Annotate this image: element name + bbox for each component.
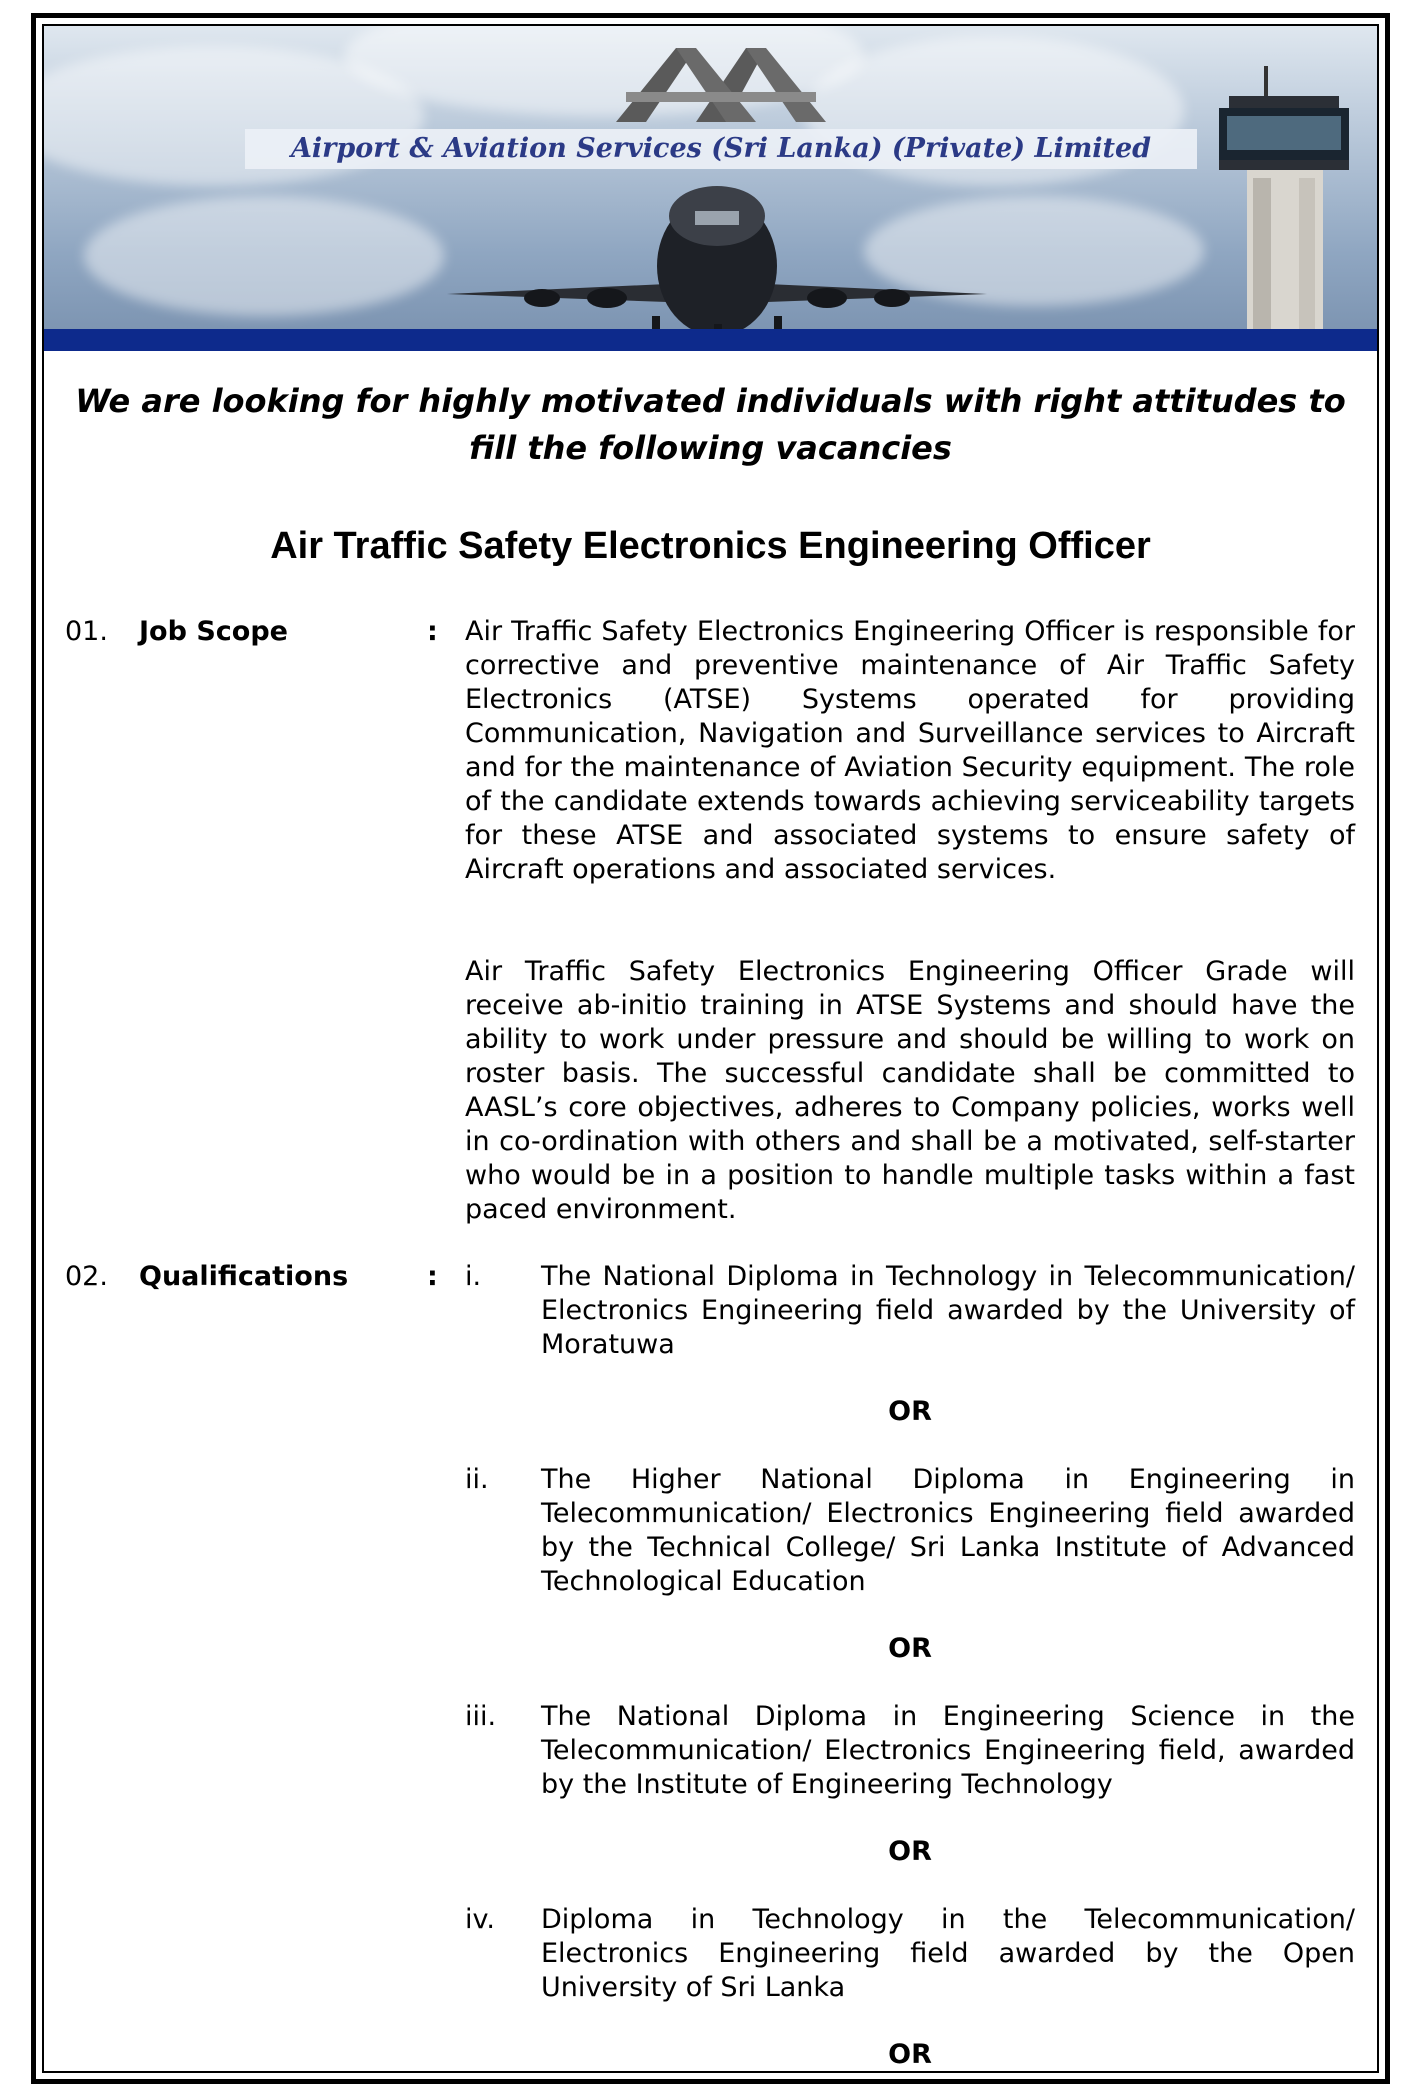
item-text: The National Diploma in Technology in Telecommunication/ Electronics Engineering field awarded by the University of Moratuwa	[541, 1261, 1355, 1360]
tagline: We are looking for highly motivated individuals with right attitudes to fill the following vacancies	[75, 382, 1346, 467]
section-label: Qualifications	[139, 1261, 349, 1292]
item-text: The National Diploma in Engineering Science in the Telecommunication/ Electronics Engineering field, awarded by the Institute of Engineering Technology	[541, 1701, 1355, 1800]
airplane-icon	[437, 176, 997, 346]
banner-blue-strip	[44, 329, 1377, 351]
section-label: Job Scope	[139, 616, 288, 647]
or-separator: OR	[888, 1633, 932, 1664]
item-numeral: ii.	[465, 1464, 489, 1495]
item-text: The Higher National Diploma in Engineering in Telecommunication/ Electronics Engineering field awarded by the Technical College/ Sri Lanka Institute of Advanced Technological Education	[541, 1464, 1355, 1597]
job-title: Air Traffic Safety Electronics Engineering Officer	[270, 525, 1151, 567]
section-colon: :	[427, 1261, 438, 1292]
item-numeral: iii.	[465, 1701, 497, 1732]
or-separator: OR	[888, 2039, 932, 2070]
header-banner	[44, 26, 1377, 351]
control-tower-icon	[1209, 66, 1359, 331]
advertisement-page	[42, 24, 1379, 2073]
item-numeral: i.	[465, 1261, 482, 1292]
job-scope-paragraph-1: Air Traffic Safety Electronics Engineering Officer is responsible for corrective and preventive maintenance of Air Traffic Safety Electronics (ATSE) Systems operated for providing Communication, Navigation and Surveillance services to Aircraft and for the maintenance of Aviation Security equipment. The role of the candidate extends towards achieving serviceability targets for these ATSE and associated systems to ensure safety of Aircraft operations and associated services.	[465, 616, 1355, 885]
company-logo	[616, 42, 826, 132]
section-number: 02.	[65, 1261, 108, 1292]
or-separator: OR	[888, 1396, 932, 1427]
or-separator: OR	[888, 1836, 932, 1867]
item-numeral: iv.	[465, 1904, 495, 1935]
section-colon: :	[427, 616, 438, 647]
item-text: Diploma in Technology in the Telecommunication/ Electronics Engineering field awarded by the Open University of Sri Lanka	[541, 1904, 1355, 2003]
section-number: 01.	[65, 616, 108, 647]
company-name: Airport & Aviation Services (Sri Lanka) (Private) Limited	[245, 129, 1197, 169]
job-scope-paragraph-2: Air Traffic Safety Electronics Engineering Officer Grade will receive ab-initio training in ATSE Systems and should have the ability to work under pressure and should be willing to work on roster basis. The successful candidate shall be committed to AASL’s core objectives, adheres to Company policies, works well in co-ordination with others and shall be a motivated, self-starter who would be in a position to handle multiple tasks within a fast paced environment.	[465, 956, 1355, 1225]
